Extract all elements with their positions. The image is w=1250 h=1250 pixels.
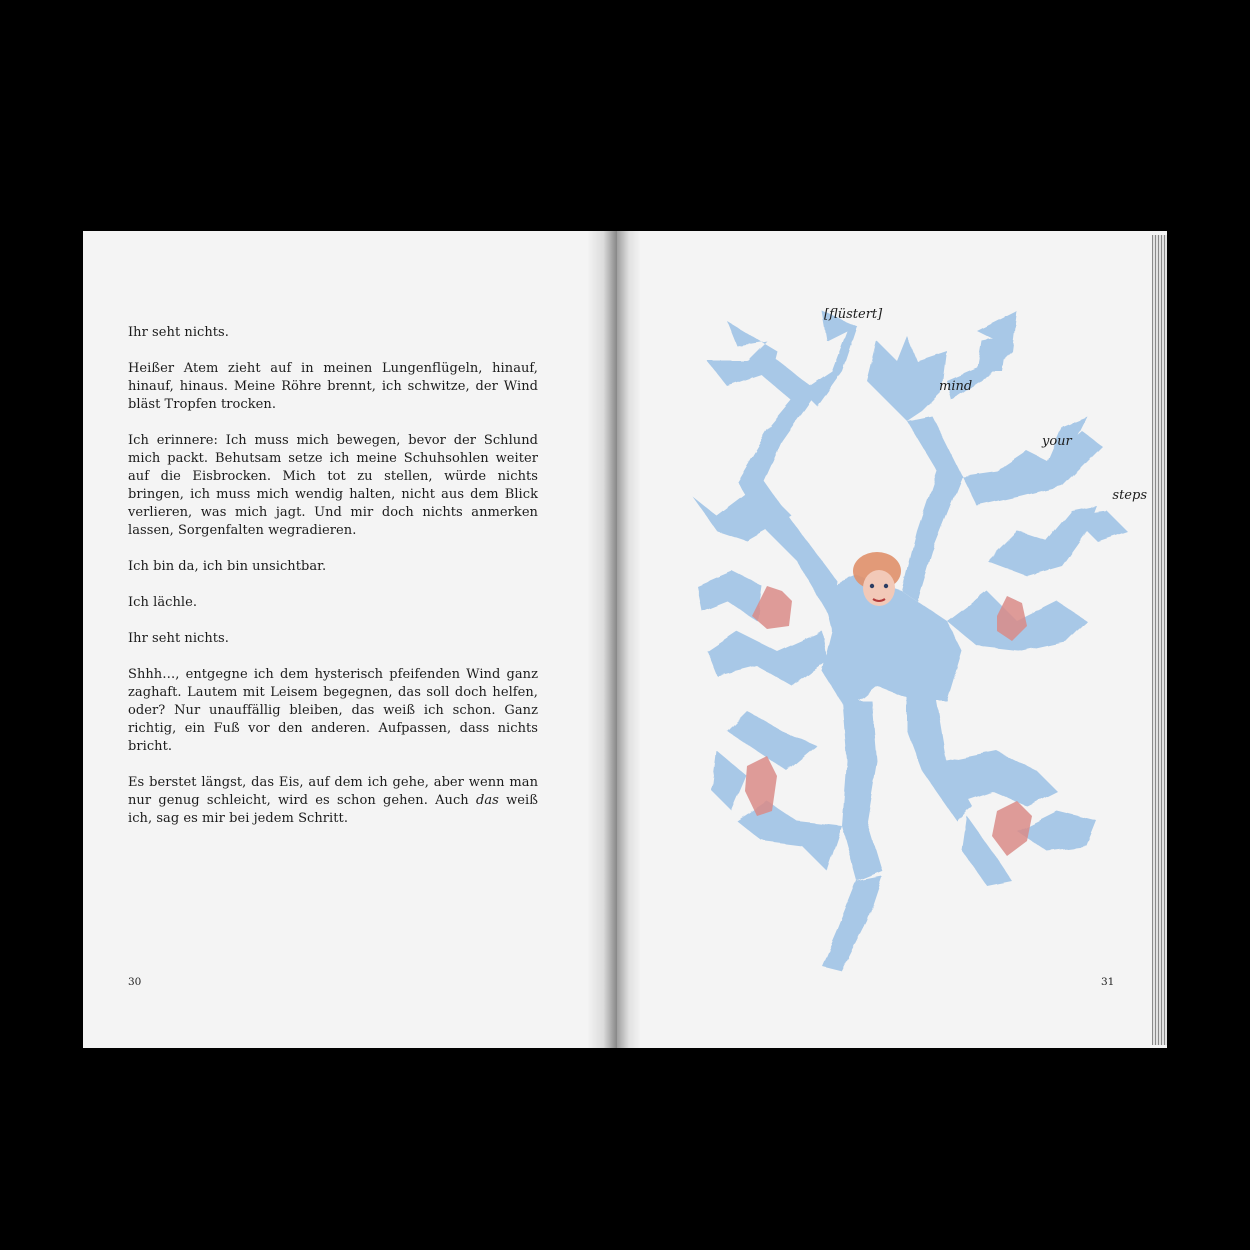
ice-branch-21 (712, 751, 747, 811)
gutter-shadow-left (587, 231, 617, 1048)
ice-branch-3 (802, 311, 857, 406)
paragraph-5: Ich lächle. (128, 595, 198, 610)
paragraph-6: Ihr seht nichts. (128, 631, 229, 646)
page-edge-stack (1152, 235, 1167, 1045)
word-steps: steps (1112, 488, 1147, 503)
ice-shards (692, 311, 1127, 971)
word-your: your (1042, 434, 1072, 449)
page-number-left: 30 (128, 976, 142, 988)
ice-branch-16 (822, 876, 882, 971)
word-mind: mind (939, 379, 973, 394)
paragraph-7: Shhh…, entgegne ich dem hysterisch pfeifenden Wind ganz zaghaft. Lautem mit Leisem begegnen, das soll doch helfen, oder? Nur unauffällig bleiben, das weiß ich schon. Ganz richtig, ein Fuß vor den anderen. Aufpassen, dass nichts bricht. (128, 667, 538, 754)
paragraph-4: Ich bin da, ich bin unsichtbar. (128, 559, 327, 574)
ice-branch-15 (737, 801, 842, 871)
right-page (617, 231, 1167, 1048)
ice-leg-left (842, 701, 882, 881)
ice-branch-14 (697, 571, 762, 621)
ice-branch-17 (947, 751, 1057, 806)
ice-arm-up-right (902, 416, 962, 601)
left-page (83, 231, 617, 1048)
stage-direction: [flüstert] (824, 307, 883, 322)
ice-branch-4 (867, 336, 947, 421)
body-text (128, 324, 538, 846)
book-spread (83, 231, 1167, 1048)
ice-branch-13 (707, 631, 827, 686)
ice-branch-20 (727, 711, 817, 771)
paragraph-8 (128, 774, 538, 828)
paragraph-3: Ich erinnere: Ich muss mich bewegen, bevor der Schlund mich packt. Behutsam setze ich meine Schuhsohlen weiter auf die Eisbrocken. Mich tot zu stellen, würde nichts bringen, ich muss mich wendig halten, nicht aus dem Blick verlieren, was mich jagt. Und mir doch nichts anmerken lassen, Sorgenfalten wegradieren. (128, 433, 538, 538)
paragraph-8-after: weiß ich, sag es mir bei jedem Schritt. (128, 793, 538, 826)
ice-figure-illustration (617, 231, 1167, 1048)
paragraph-2: Heißer Atem zieht auf in meinen Lungenflügeln, hinauf, hinauf, hinaus. Meine Röhre brennt, ich schwitze, der Wind bläst Tropfen trocken. (128, 361, 538, 412)
paragraph-1: Ihr seht nichts. (128, 325, 229, 340)
paragraph-8-before: Es berstet längst, das Eis, auf dem ich gehe, aber wenn man nur genug schleicht, wird es schon gehen. Auch (128, 775, 538, 808)
foot-left (745, 756, 777, 816)
paragraph-8-emphasis: das (475, 793, 499, 808)
ice-branch-7 (962, 431, 1102, 506)
page-number-right: 31 (1101, 976, 1115, 988)
ice-branch-6 (977, 336, 1007, 371)
foot-right (992, 801, 1032, 856)
